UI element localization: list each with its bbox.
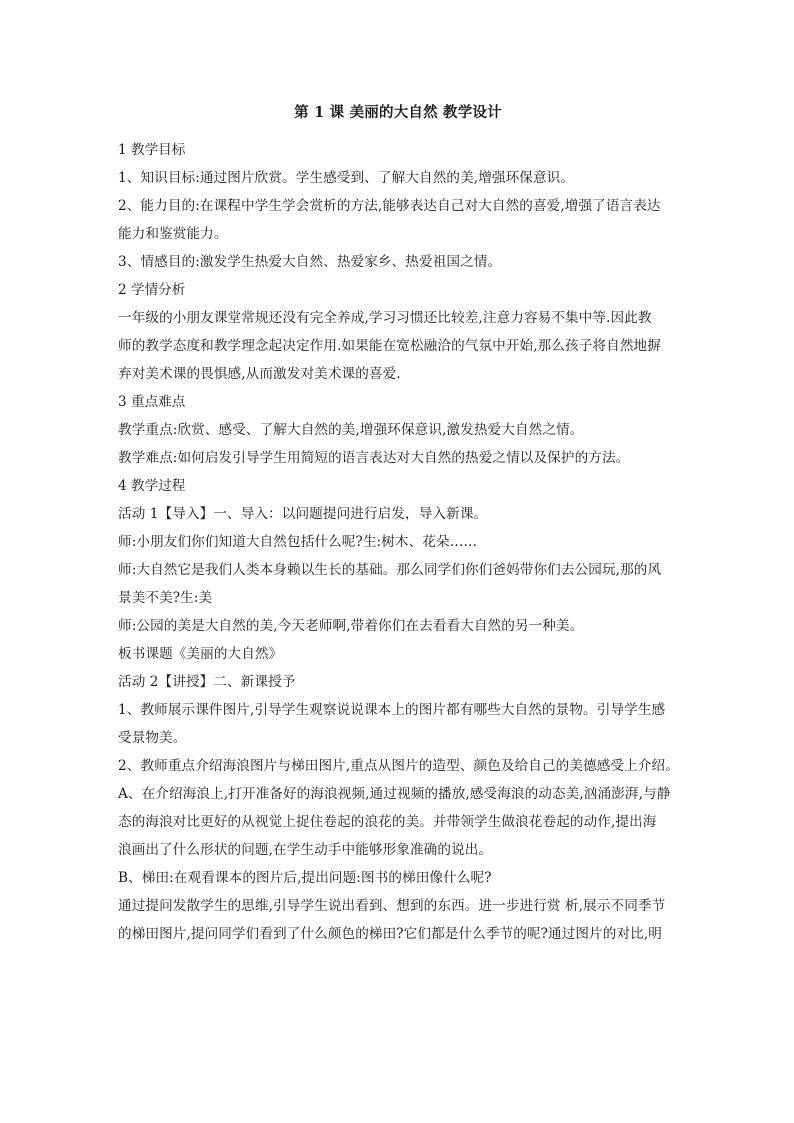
step-b-detail-line-1: 通过提问发散学生的思维,引导学生说出看到、想到的东西。进一步进行赏 析,展示不同季节 — [118, 898, 666, 914]
analysis-line-2: 师的教学态度和教学理念起决定作用.如果能在宽松融洽的气氛中开始,那么孩子将自然地摒 — [118, 338, 661, 354]
activity-2-title: 活动 2【讲授】二、新课授予 — [118, 674, 296, 690]
section-heading-key-points: 3 重点难点 — [118, 394, 186, 410]
objective-ability-line-2: 能力和鉴赏能力。 — [118, 226, 228, 242]
section-heading-process: 4 教学过程 — [118, 478, 186, 494]
dialogue-line-1: 师:小朋友们你们知道大自然包括什么呢?生:树木、花朵…… — [118, 534, 478, 550]
step-1-line-1: 1、教师展示课件图片,引导学生观察说说课本上的图片都有哪些大自然的景物。引导学生感 — [118, 702, 666, 718]
difficult-point: 教学难点:如何启发引导学生用简短的语言表达对大自然的热爱之情以及保护的方法。 — [118, 450, 630, 466]
section-heading-analysis: 2 学情分析 — [118, 282, 186, 298]
board-title: 板书课题《美丽的大自然》 — [118, 646, 283, 662]
objective-emotion: 3、情感目的:激发学生热爱大自然、热爱家乡、热爱祖国之情。 — [118, 254, 502, 270]
objective-knowledge: 1、知识目标:通过图片欣赏。学生感受到、了解大自然的美,增强环保意识。 — [118, 170, 575, 186]
dialogue-line-4: 师:公园的美是大自然的美,今天老师啊,带着你们在去看看大自然的另一种美。 — [118, 618, 584, 634]
step-1-line-2: 受景物美。 — [118, 730, 187, 746]
key-point: 教学重点:欣赏、感受、了解大自然的美,增强环保意识,激发热爱大自然之情。 — [118, 422, 584, 438]
objective-ability-line-1: 2、能力目的:在课程中学生学会赏析的方法,能够表达自己对大自然的喜爱,增强了语言表达 — [118, 198, 661, 214]
document-page — [118, 104, 678, 948]
section-heading-objectives: 1 教学目标 — [118, 142, 186, 158]
analysis-line-3: 弃对美术课的畏惧感,从而激发对美术课的喜爱. — [118, 366, 401, 382]
activity-1-title: 活动 1【导入】一、导入：以问题提问进行启发，导入新课。 — [118, 506, 488, 522]
step-b-line: B、梯田:在观看课本的图片后,提出问题:图书的梯田像什么呢? — [118, 870, 492, 886]
dialogue-line-3: 景美不美?生:美 — [118, 590, 213, 606]
dialogue-line-2: 师:大自然它是我们人类本身赖以生长的基础。那么同学们你们爸妈带你们去公园玩,那的风 — [118, 562, 662, 578]
step-2-line: 2、教师重点介绍海浪图片与梯田图片,重点从图片的造型、颜色及给自己的美德感受上介绍。 — [118, 758, 679, 774]
step-b-detail-line-2: 的梯田图片,提问同学们看到了什么颜色的梯田?它们都是什么季节的呢?通过图片的对比,明 — [118, 926, 662, 942]
step-a-line-2: 态的海浪对比更好的从视觉上捉住卷起的浪花的美。并带领学生做浪花卷起的动作,提出海 — [118, 814, 657, 830]
step-a-line-1: A、在介绍海浪上,打开准备好的海浪视频,通过视频的播放,感受海浪的动态美,汹涌澎湃,与静 — [118, 786, 671, 802]
step-a-line-3: 浪画出了什么形状的问题,在学生动手中能够形象准确的说出。 — [118, 842, 493, 858]
analysis-line-1: 一年级的小朋友课堂常规还没有完全养成,学习习惯还比较差,注意力容易不集中等.因此教 — [118, 310, 652, 326]
document-title: 第 1 课 美丽的大自然 教学设计 — [294, 104, 502, 121]
